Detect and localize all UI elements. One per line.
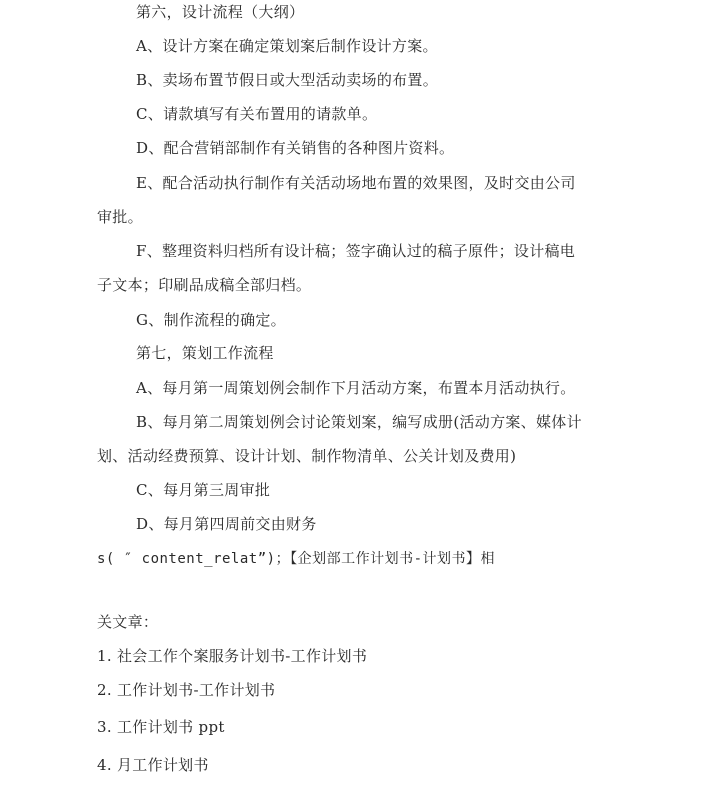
section7-item-c: C、每月第三周审批: [136, 481, 271, 499]
section7-item-a: A、每月第一周策划例会制作下月活动方案，布置本月活动执行。: [136, 379, 576, 397]
section6-item-g: G、制作流程的确定。: [136, 311, 286, 329]
section6-item-f: F、整理资料归档所有设计稿；签字确认过的稿子原件；设计稿电: [136, 242, 576, 260]
section6-heading: 第六，设计流程（大纲）: [136, 3, 305, 21]
section6-item-c: C、请款填写有关布置用的请款单。: [136, 105, 378, 123]
section6-item-b: B、卖场布置节假日或大型活动卖场的布置。: [136, 71, 439, 89]
section6-item-e-cont: 审批。: [97, 208, 143, 226]
section7-item-b-cont: 划、活动经费预算、设计计划、制作物清单、公关计划及费用): [97, 447, 517, 465]
related-link-4[interactable]: 4. 月工作计划书: [97, 756, 209, 774]
related-heading: 关文章：: [97, 613, 159, 631]
section7-heading: 第七，策划工作流程: [136, 344, 274, 362]
related-link-2[interactable]: 2. 工作计划书-工作计划书: [97, 681, 276, 699]
related-link-1[interactable]: 1. 社会工作个案服务计划书-工作计划书: [97, 647, 368, 665]
section7-item-d: D、每月第四周前交由财务: [136, 515, 317, 533]
section7-item-b: B、每月第二周策划例会讨论策划案，编写成册(活动方案、媒体计: [136, 413, 582, 431]
section6-item-d: D、配合营销部制作有关销售的各种图片资料。: [136, 139, 455, 157]
section6-item-a: A、设计方案在确定策划案后制作设计方案。: [136, 37, 438, 55]
code-line: s( ″ content_relat”)；【企划部工作计划书-计划书】相: [97, 551, 496, 567]
section6-item-e: E、配合活动执行制作有关活动场地布置的效果图，及时交由公司: [136, 174, 576, 192]
related-link-3[interactable]: 3. 工作计划书 ppt: [97, 718, 225, 736]
section6-item-f-cont: 子文本；印刷品成稿全部归档。: [97, 276, 312, 294]
